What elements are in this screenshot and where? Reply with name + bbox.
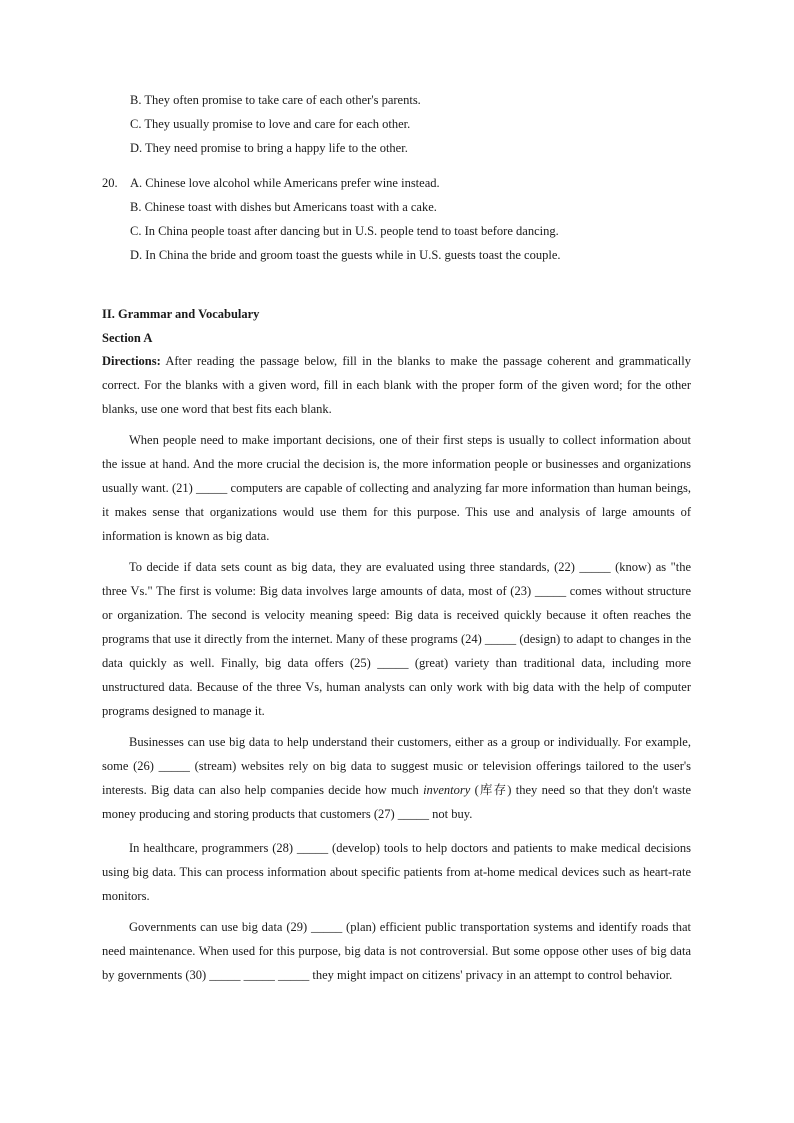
- passage-paragraph-1: When people need to make important decisions, one of their first steps is usually to collect information about the issue at hand. And the more crucial the decision is, the more information people or businesses and organizations usually want. (21) _____ computers are capable of collecting and analyzing far more information than human beings, it makes sense that organizations would use them for this purpose. This use and analysis of large amounts of information is known as big data.: [102, 433, 691, 543]
- q19-option-b: B. They often promise to take care of each other's parents.: [130, 93, 421, 107]
- paragraph-3-text-before: Businesses can use big data to help understand their customers, either as a group or individually. For example, some (26) _____ (stream) websites rely on big data to suggest music or television offerings tailored to the user's interests. Big data can also help companies decide how much: [102, 735, 691, 797]
- q20-option-a: A. Chinese love alcohol while Americans prefer wine instead.: [130, 176, 440, 190]
- q20-option-c: C. In China people toast after dancing but in U.S. people tend to toast before dancing.: [130, 224, 559, 238]
- inventory-term: inventory: [423, 783, 471, 797]
- section-title: Section A: [102, 331, 153, 345]
- q20-option-b: B. Chinese toast with dishes but Americans toast with a cake.: [130, 200, 437, 214]
- directions: [102, 349, 691, 421]
- passage-paragraph-5: Governments can use big data (29) _____ (plan) efficient public transportation systems and identify roads that need maintenance. When used for this purpose, big data is not controversial. But some oppose other uses of big data by governments (30) _____ _____ _____ they might impact on citizens' privacy in an attempt to control behavior.: [102, 920, 691, 982]
- q20-option-d: D. In China the bride and groom toast the guests while in U.S. guests toast the couple.: [130, 248, 561, 262]
- directions-label: Directions:: [102, 354, 161, 368]
- q19-option-d: D. They need promise to bring a happy life to the other.: [130, 141, 408, 155]
- q20-number: 20.: [102, 176, 118, 190]
- q19-option-c: C. They usually promise to love and care for each other.: [130, 117, 411, 131]
- directions-text: After reading the passage below, fill in the blanks to make the passage coherent and grammatically correct. For the blanks with a given word, fill in each blank with the proper form of the given word; for the other blanks, use one word that best fits each blank.: [102, 354, 691, 416]
- passage-paragraph-4: In healthcare, programmers (28) _____ (develop) tools to help doctors and patients to make medical decisions using big data. This can process information about specific patients from at-home medical devices such as heart-rate monitors.: [102, 841, 691, 903]
- part-title: II. Grammar and Vocabulary: [102, 307, 260, 321]
- passage-paragraph-3: [102, 730, 691, 826]
- paragraph-3-text-after: (库存) they need so that they don't waste money producing and storing products that customers (27) _____ not buy.: [102, 783, 691, 821]
- passage-paragraph-2: To decide if data sets count as big data, they are evaluated using three standards, (22) _____ (know) as "the three Vs." The first is volume: Big data involves large amounts of data, most of (23) _____ comes without structure or organization. The second is velocity meaning speed: Big data is received quickly because it often reaches the programs that use it directly from the internet. Many of these programs (24) _____ (design) to adapt to changes in the data quickly as well. Finally, big data offers (25) _____ (great) variety than traditional data, including more unstructured data. Because of the three Vs, human analysts can only work with big data with the help of computer programs designed to manage it.: [102, 560, 691, 718]
